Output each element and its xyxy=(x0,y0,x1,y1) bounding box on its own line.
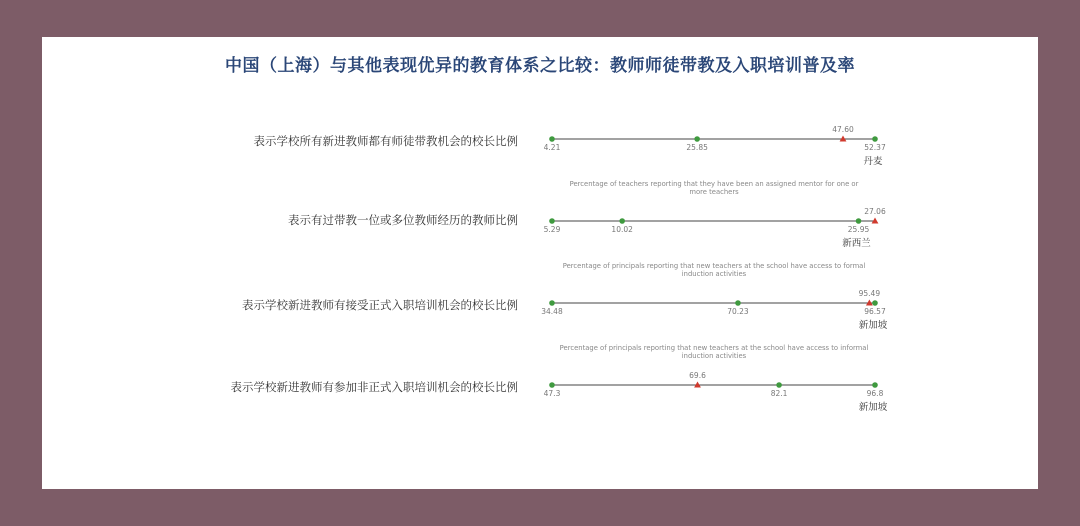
data-point xyxy=(619,218,625,224)
english-caption-line2: induction activities xyxy=(681,270,747,278)
english-caption-line2: induction activities xyxy=(681,352,747,360)
point-label: 47.3 xyxy=(543,389,561,398)
data-point xyxy=(872,382,878,388)
chart-title: 中国（上海）与其他表现优异的教育体系之比较：教师师徒带教及入职培训普及率 xyxy=(225,56,855,76)
chart-card xyxy=(42,37,1038,489)
data-point xyxy=(872,136,878,142)
top-country-label: 新西兰 xyxy=(842,238,871,249)
shanghai-label: 95.49 xyxy=(858,289,881,298)
data-point xyxy=(549,300,555,306)
data-point xyxy=(872,300,878,306)
top-country-label: 新加坡 xyxy=(858,320,888,331)
english-caption-line1: Percentage of principals reporting that new teachers at the school have access to formal xyxy=(562,262,866,270)
english-caption-line1: Percentage of teachers reporting that they have been an assigned mentor for one or xyxy=(569,180,859,188)
english-caption-line1: Percentage of principals reporting that new teachers at the school have access to informal xyxy=(559,344,869,352)
data-point xyxy=(856,218,862,224)
row-label-2: 表示学校新进教师有接受正式入职培训机会的校长比例 xyxy=(242,298,518,312)
point-label: 5.29 xyxy=(543,225,561,234)
point-label: 10.02 xyxy=(611,225,633,234)
top-country-label: 丹麦 xyxy=(863,156,883,167)
data-point xyxy=(549,218,555,224)
top-country-label: 新加坡 xyxy=(858,402,888,413)
point-label: 82.1 xyxy=(770,389,788,398)
shanghai-label: 27.06 xyxy=(864,207,886,216)
english-caption-line2: more teachers xyxy=(689,188,739,196)
data-point xyxy=(549,382,555,388)
data-point xyxy=(694,136,700,142)
row-label-0: 表示学校所有新进教师都有师徒带教机会的校长比例 xyxy=(253,134,518,148)
data-point xyxy=(735,300,741,306)
shanghai-label: 47.60 xyxy=(832,125,854,134)
point-label: 4.21 xyxy=(543,143,561,152)
point-label: 25.85 xyxy=(686,143,708,152)
data-point xyxy=(776,382,782,388)
point-label: 25.95 xyxy=(847,225,870,234)
point-label: 96.57 xyxy=(864,307,886,316)
point-label: 96.8 xyxy=(866,389,884,398)
point-label: 34.48 xyxy=(541,307,563,316)
row-label-1: 表示有过带教一位或多位教师经历的教师比例 xyxy=(288,213,518,227)
shanghai-label: 69.6 xyxy=(689,371,706,380)
dot-range-plot xyxy=(42,37,1038,489)
row-label-3: 表示学校新进教师有参加非正式入职培训机会的校长比例 xyxy=(230,380,518,394)
data-point xyxy=(549,136,555,142)
point-label: 52.37 xyxy=(864,143,886,152)
point-label: 70.23 xyxy=(727,307,749,316)
